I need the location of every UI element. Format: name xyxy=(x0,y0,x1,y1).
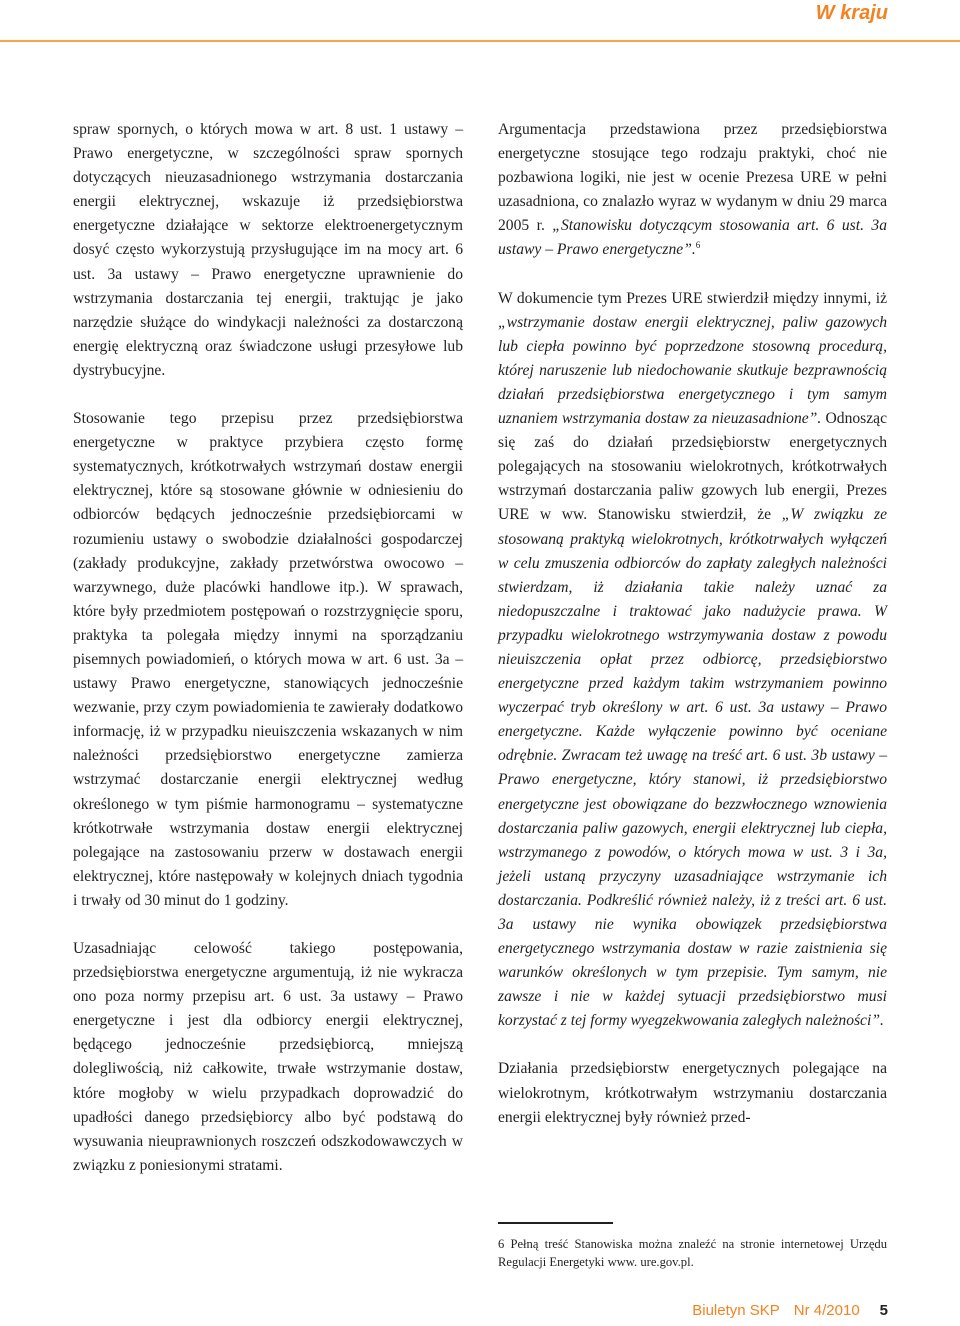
right-paragraph-1 xyxy=(498,118,887,263)
left-paragraph-1: spraw spornych, o których mowa w art. 8 ust. 1 ustawy – Prawo energetyczne, w szczególności spraw spornych dotyczących nieuzasadnionego wstrzymania dostarczania energii elektrycznej, wskazuje iż przedsiębiorstwa energetyczne działające w sektorze elektroenergetycznym dosyć często wykorzystują przysługujące im na mocy art. 6 ust. 3a ustawy – Prawo energetyczne uprawnienie do wstrzymania dostarczania tej energii, traktując je jako narzędzie służące do windykacji należności za dostarczoną energię elektryczną oraz świadczone usługi przesyłowe lub dystrybucyjne. xyxy=(73,121,463,379)
left-paragraph-3: Uzasadniając celowość takiego postępowania, przedsiębiorstwa energetyczne argumentują, iż nie wykracza ono poza normy przepisu art. 6 ust. 3a ustawy – Prawo energetyczne i jest dla odbiorcy energii elektrycznej, będącego jednocześnie przedsiębiorcą, mniejszą dolegliwością, niż całkowite, trwałe wstrzymanie dostaw, które mogłoby w wielu przypadkach doprowadzić do upadłości danego przedsiębiorcy albo być podstawą do wysuwania nieuprawnionych roszczeń odszkodowawczych w związku z poniesionymi stratami. xyxy=(73,940,463,1174)
right-column xyxy=(498,118,887,1154)
right-paragraph-2 xyxy=(498,287,887,1034)
right-p2-c: Odnosząc się zaś do działań przedsiębiorstw energetycznych polegających na stosowaniu wielokrotnych, krótkotrwałych wstrzymań dostarczania paliw gzowych lub energii, Prezes URE w ww. Stanowisku stwierdził, że xyxy=(498,410,887,524)
section-label: W kraju xyxy=(815,2,888,24)
issue-number: Nr 4/2010 xyxy=(793,1302,860,1319)
right-p2-quote-2: „W związku ze stosowaną praktyką wielokrotnych, krótkotrwałych wyłączeń w celu zmuszenia odbiorców do zapłaty zaległych należności stwierdzam, iż działania takie należy uznać za niedopuszczalne i traktować jako nadużycie prawa. W przypadku wielokrotnego wstrzymywania dostaw z powodu nieuiszczenia opłat przez odbiorcę, przedsiębiorstwo energetyczne przed każdym takim wstrzymaniem powinno wyczerpać tryb określony w art. 6 ust. 3a ustawy – Prawo energetyczne. Każde wyłączenie powinno być oceniane odrębnie. Zwracam też uwagę na treść art. 6 ust. 3b ustawy – Prawo energetyczne, który stanowi, iż przedsiębiorstwo energetyczne jest obowiązane do bezzwłocznego wznowienia dostarczania paliw gazowych, energii elektrycznej lub ciepła, wstrzymanego z powodów, o których mowa w ust. 3 i 3a, jeżeli ustaną przyczyny uzasadniające wstrzymanie ich dostarczania. Podkreślić również należy, iż z treści art. 6 ust. 3a ustawy nie wynika obowiązek przedsiębiorstwa energetycznego wstrzymania dostaw w razie zaistnienia się warunków określonych w tym przepisie. Tym samym, nie zawsze i nie w każdej sytuacji przedsiębiorstwo musi korzystać z tej formy wyegzekwowania zaległych należności”. xyxy=(498,506,887,1030)
right-p1-title: „Stanowisku dotyczącym stosowania art. 6 ust. 3a ustawy – Prawo energetyczne”. xyxy=(498,217,887,259)
left-column xyxy=(73,118,463,1202)
right-p2-quote-1: „wstrzymanie dostaw energii elektrycznej, paliw gazowych lub ciepła powinno być poprzedzone stosowną procedurą, której naruszenie lub niedochowanie skutkuje bezprawnością działań przedsiębiorstwa energetycznego i tym samym uznaniem wstrzymania dostaw za nieuzasadnione”. xyxy=(498,313,887,428)
left-paragraph-2: Stosowanie tego przepisu przez przedsiębiorstwa energetyczne w praktyce przybiera często formę systematycznych, krótkotrwałych wstrzymań dostaw energii elektrycznej, które są stosowane głównie w odniesieniu do odbiorców będących jednocześnie przedsiębiorcami w rozumieniu ustawy o swobodzie działalności gospodarczej (zakłady produkcyjne, zakłady przetwórstwa owocowo – warzywnego, duże placówki handlowe itp.). W sprawach, które były przedmiotem postępowań o rozstrzygnięcie sporu, praktyka ta polegała między innymi na sporządzaniu pisemnych powiadomień, o których mowa w art. 6 ust. 3a – ustawy Prawo energetyczne, stanowiących jednocześnie wezwanie, przy czym powiadomienia te zawierały dodatkowo informację, iż w przypadku nieuiszczenia wskazanych w nim należności przedsiębiorstwo energetyczne zamierza wstrzymać dostarczanie energii elektrycznej według określonego w tym piśmie harmonogramu – systematyczne krótkotrwałe wstrzymania dostaw energii elektrycznej polegające na zastosowaniu przerw w dostawach energii elektrycznej, które następowały w kolejnych dniach tygodnia i trwały od 30 minut do 1 godziny. xyxy=(73,410,463,909)
publication-name: Biuletyn SKP xyxy=(692,1302,780,1319)
right-paragraph-3: Działania przedsiębiorstw energetycznych polegające na wielokrotnym, krótkotrwałym wstrzymaniu dostarczania energii elektrycznej były również przed- xyxy=(498,1060,887,1126)
header-rule xyxy=(0,40,960,42)
right-p2-a: W dokumencie tym Prezes URE stwierdził między innymi, iż xyxy=(498,289,887,307)
right-p1-text: Argumentacja przedstawiona przez przedsiębiorstwa energetyczne stosujące tego rodzaju praktyki, choć nie pozbawiona logiki, nie jest w ocenie Prezesa URE w pełni uzasadniona, co znalazło wyraz w wydanym w dniu 29 marca 2005 r. xyxy=(498,121,887,235)
footnote-ref: 6 xyxy=(695,240,701,251)
page-footer xyxy=(692,1302,888,1319)
footnote-rule xyxy=(498,1222,613,1224)
footnote: 6 Pełną treść Stanowiska można znaleźć na stronie internetowej Urzędu Regulacji Energetyki www. ure.gov.pl. xyxy=(498,1237,887,1269)
page-number: 5 xyxy=(879,1302,888,1319)
